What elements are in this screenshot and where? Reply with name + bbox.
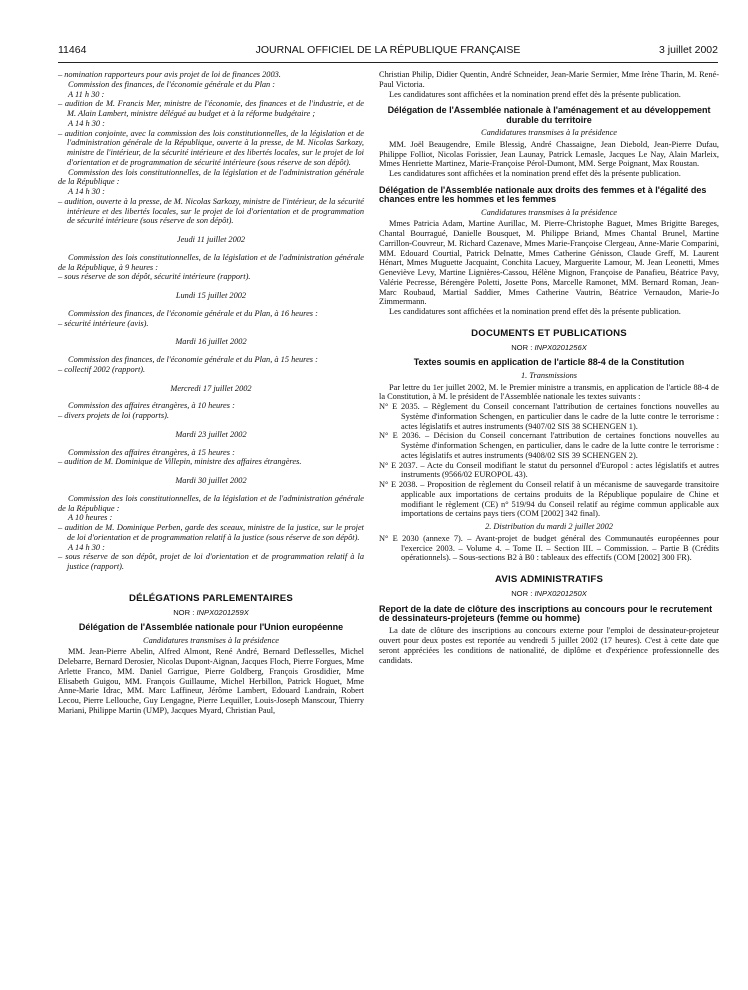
- eu-text-item: N° E 2036. – Décision du Conseil concernant l'attribution de certaines fonctions nouvelles au Système d'information Schengen, en particulier, dans le cadre de la lutte contre le terrorisme : actes législatifs et autres instruments (9408/02 SIS 39 SCHENGEN 2).: [379, 431, 719, 460]
- report-title: Report de la date de clôture des inscriptions au concours pour le recrutement de dessinateurs-projeteurs (femme ou homme): [379, 603, 713, 623]
- nor-reference: NOR : INPX0201256X: [511, 342, 587, 352]
- date-heading: Mercredi 17 juillet 2002: [170, 383, 252, 393]
- committee-heading: Commission des affaires étrangères, à 15 heures :: [68, 447, 235, 457]
- transmissions-label: 1. Transmissions: [520, 370, 578, 380]
- page-number: 11464: [58, 44, 87, 56]
- eu-text-item: N° E 2037. – Acte du Conseil modifiant le statut du personnel d'Europol : actes législatifs et autres instruments (9566/02 EUROPOL 43).: [379, 460, 719, 480]
- nor-reference: NOR : INPX0201259X: [173, 607, 249, 617]
- time-label: A 10 heures :: [68, 513, 113, 523]
- member-list: MM. Jean-Pierre Abelin, Alfred Almont, René André, Bernard Deflesselles, Michel Delebarre, Bernard Derosier, Nicolas Dupont-Aignan, Jacques Floch, Pierre Forgues, Mme Arlette Franco, MM. Daniel Garrigue, Pierre Goldberg, François Grosdidier, Mme Elisabeth Guigou, MM. François Guillaume, Michel Herbillon, Patrick Hoguet, Mme Anne-Marie Idrac, MM. Marc Laffineur, Jérôme Lambert, Edouard Landrain, Robert Lecou, Pierre Lellouche, Guy Lengagne, Pierre Lequiller, Louis-Joseph Manscour, Thierry Mariani, Philippe Martin (UMP), Jacques Myard, Christian Paul,: [58, 647, 364, 715]
- section-heading-documents: DOCUMENTS ET PUBLICATIONS: [471, 327, 627, 339]
- agenda-item: – audition de M. Dominique de Villepin, ministre des affaires étrangères.: [58, 457, 302, 467]
- date-heading: Jeudi 11 juillet 2002: [176, 235, 246, 244]
- issue-date: 3 juillet 2002: [659, 44, 718, 56]
- committee-heading: Commission des lois constitutionnelles, de la législation et de l'administration générale de la République :: [58, 167, 364, 187]
- page-header: [58, 44, 718, 60]
- time-label: A 14 h 30 :: [68, 187, 105, 196]
- agenda-item: – divers projets de loi (rapports).: [58, 411, 169, 420]
- delegation-title-femmes: Délégation de l'Assemblée nationale aux droits des femmes et à l'égalité des chances entre les hommes et les femmes: [379, 184, 707, 205]
- section-heading-delegations: DÉLÉGATIONS PARLEMENTAIRES: [128, 592, 294, 604]
- agenda-item: – sécurité intérieure (avis).: [58, 318, 149, 328]
- eu-text-item: N° E 2038. – Proposition de règlement du Conseil relatif à un mécanisme de sauvegarde transitoire applicable aux importations de certains produits de la République populaire de Chine et modifiant le règlement (CE) n° 519/94 du Conseil relatif au régime commun applicable aux importations de certains pays tiers (COM [2002] 342 final).: [379, 480, 719, 519]
- member-list: MM. Joël Beaugendre, Emile Blessig, André Chassaigne, Jean Diebold, Jean-Pierre Dufau, Philippe Folliot, Nicolas Forissier, Jean Launay, Patrick Lemasle, Jacques Le Nay, Alain Marleix, Mmes Henriette Martinez, Marie-Françoise Pérol-Dumont, MM. Serge Poignant, Max Roustan.: [379, 139, 719, 169]
- member-list: Mmes Patricia Adam, Martine Aurillac, M. Pierre-Christophe Baguet, Mmes Brigitte Bareges, Chantal Bourragué, Danielle Bousquet, M. Philippe Briand, Mmes Chantal Brunel, Martine Carrillon-Couvreur, M. Richard Cazenave, Mmes Marie-Françoise Clergeau, Anne-Marie Comparini, MM. Edouard Courtial, Patrick Delnatte, Mmes Catherine Génisson, Claude Greff, M. Laurent Hénart, Mmes Muguette Jacquaint, Conchita Lacuey, Marguerite Lamour, M. Jean Leonetti, Mmes Geneviève Levy, Martine Lignières-Cassou, Hélène Mignon, Françoise de Panafieu, Béatrice Pavy, Valérie Pecresse, Bérengère Poletti, Josette Pons, Marcelle Ramonet, MM. Bernard Roman, Jean-Marc Roubaud, Martial Saddier, Mmes Catherine Vautrin, Béatrice Vernaudon, Marie-Jo Zimmermann.: [379, 219, 719, 307]
- delegation-title-amenagement: Délégation de l'Assemblée nationale à l'aménagement et au développement durable du territoire: [387, 105, 711, 125]
- publication-note: Les candidatures sont affichées et la nomination prend effet dès la présente publication.: [389, 307, 681, 317]
- agenda-item: – audition conjointe, avec la commission des lois constitutionnelles, de la législation et de l'administration générale de la République, ouverte à la presse, de M. Nicolas Sarkozy, ministre de l'intérieur, de la sécurité intérieure et des libertés locales, sur le projet de loi d'orientation et de programmation de sécurité intérieure (sous réserve de son dépôt).: [58, 128, 364, 167]
- committee-heading: Commission des finances, de l'économie générale et du Plan, à 15 heures :: [68, 355, 318, 364]
- time-label: A 11 h 30 :: [68, 89, 105, 99]
- candidatures-label: Candidatures transmises à la présidence: [143, 635, 279, 645]
- agenda-item: – audition de M. Francis Mer, ministre de l'économie, des finances et de l'industrie, et de M. Alain Lambert, ministre délégué au budget et à la réforme budgétaire ;: [58, 99, 364, 118]
- distribution-label: 2. Distribution du mardi 2 juillet 2002: [485, 522, 613, 532]
- date-heading: Lundi 15 juillet 2002: [175, 291, 247, 300]
- time-label: A 14 h 30 :: [68, 542, 105, 552]
- transmissions-intro: Par lettre du 1er juillet 2002, M. le Premier ministre a transmis, en application de l'article 88-4 de la Constitution, à M. le président de l'Assemblée nationale les textes suivants :: [379, 382, 719, 402]
- committee-heading: Commission des finances, de l'économie générale et du Plan :: [68, 79, 276, 89]
- date-heading: Mardi 23 juillet 2002: [175, 429, 247, 439]
- left-column: [58, 70, 364, 716]
- member-list: Christian Philip, Didier Quentin, André Schneider, Jean-Marie Sermier, Mme Irène Tharin, M. René-Paul Victoria.: [379, 70, 719, 89]
- eu-text-item: N° E 2030 (annexe 7). – Avant-projet de budget général des Communautés européennes pour l'exercice 2003. – Volume 4. – Tome II. – Section III. – Commission. – Partie B (Crédits opérationnels). – Sous-sections B2 à B0 : tableaux des effectifs (COM [2002] 300 FR).: [379, 533, 719, 563]
- committee-heading: Commission des lois constitutionnelles, de la législation et de l'administration générale de la République, à 9 heures :: [58, 252, 364, 272]
- eu-text-item: N° E 2035. – Règlement du Conseil concernant l'attribution de certaines fonctions nouvelles au Système d'information Schengen, en particulier dans le cadre de la lutte contre le terrorisme : actes législatifs et autres instruments (9407/02 SIS 38 SCHENGEN 1).: [379, 402, 719, 431]
- committee-heading: Commission des lois constitutionnelles, de la législation et de l'administration générale de la République :: [58, 493, 364, 513]
- nor-reference: NOR : INPX0201250X: [511, 588, 587, 598]
- right-column: [379, 70, 719, 665]
- candidatures-label: Candidatures transmises à la présidence: [481, 128, 617, 138]
- publication-note: Les candidatures sont affichées et la nomination prend effet dès la présente publication.: [389, 169, 681, 179]
- journal-title: JOURNAL OFFICIEL DE LA RÉPUBLIQUE FRANÇAISE: [255, 44, 521, 56]
- candidatures-label: Candidatures transmises à la présidence: [481, 207, 617, 217]
- header-rule: [58, 62, 718, 63]
- agenda-item: – audition de M. Dominique Perben, garde des sceaux, ministre de la justice, sur le projet de loi d'orientation et de programmation relatif à la justice (sous réserve de son dépôt).: [58, 523, 364, 542]
- agenda-item: – sous réserve de son dépôt, sécurité intérieure (rapport).: [58, 272, 251, 282]
- delegation-title-ue: Délégation de l'Assemblée nationale pour l'Union européenne: [78, 622, 344, 633]
- publication-note: Les candidatures sont affichées et la nomination prend effet dès la présente publication.: [389, 89, 681, 99]
- committee-heading: Commission des finances, de l'économie générale et du Plan, à 16 heures :: [68, 308, 318, 318]
- section-heading-avis: AVIS ADMINISTRATIFS: [494, 574, 604, 586]
- agenda-item: – nomination rapporteurs pour avis projet de loi de finances 2003.: [58, 70, 281, 79]
- committee-heading: Commission des affaires étrangères, à 10 heures :: [68, 401, 235, 411]
- report-body: La date de clôture des inscriptions au concours externe pour l'emploi de dessinateur-projeteur ouvert pour deux postes est reportée au vendredi 5 juillet 2002 (17 heures). C'est à cette date que seront appréciées les conditions de nationalité, de diplôme et d'expérience professionnelle des candidats.: [379, 626, 719, 665]
- time-label: A 14 h 30 :: [68, 118, 105, 128]
- textes-title: Textes soumis en application de l'article 88-4 de la Constitution: [413, 357, 685, 368]
- date-heading: Mardi 16 juillet 2002: [175, 337, 247, 347]
- agenda-item: – audition, ouverte à la presse, de M. Nicolas Sarkozy, ministre de l'intérieur, de la sécurité intérieure et des libertés locales, sur le projet de loi d'orientation et de programmation de sécurité intérieure (sous réserve de son dépôt).: [58, 196, 364, 226]
- date-heading: Mardi 30 juillet 2002: [175, 476, 247, 485]
- agenda-item: – collectif 2002 (rapport).: [58, 364, 146, 374]
- agenda-item: – sous réserve de son dépôt, projet de loi d'orientation et de programmation relatif à la justice (rapport).: [58, 552, 364, 571]
